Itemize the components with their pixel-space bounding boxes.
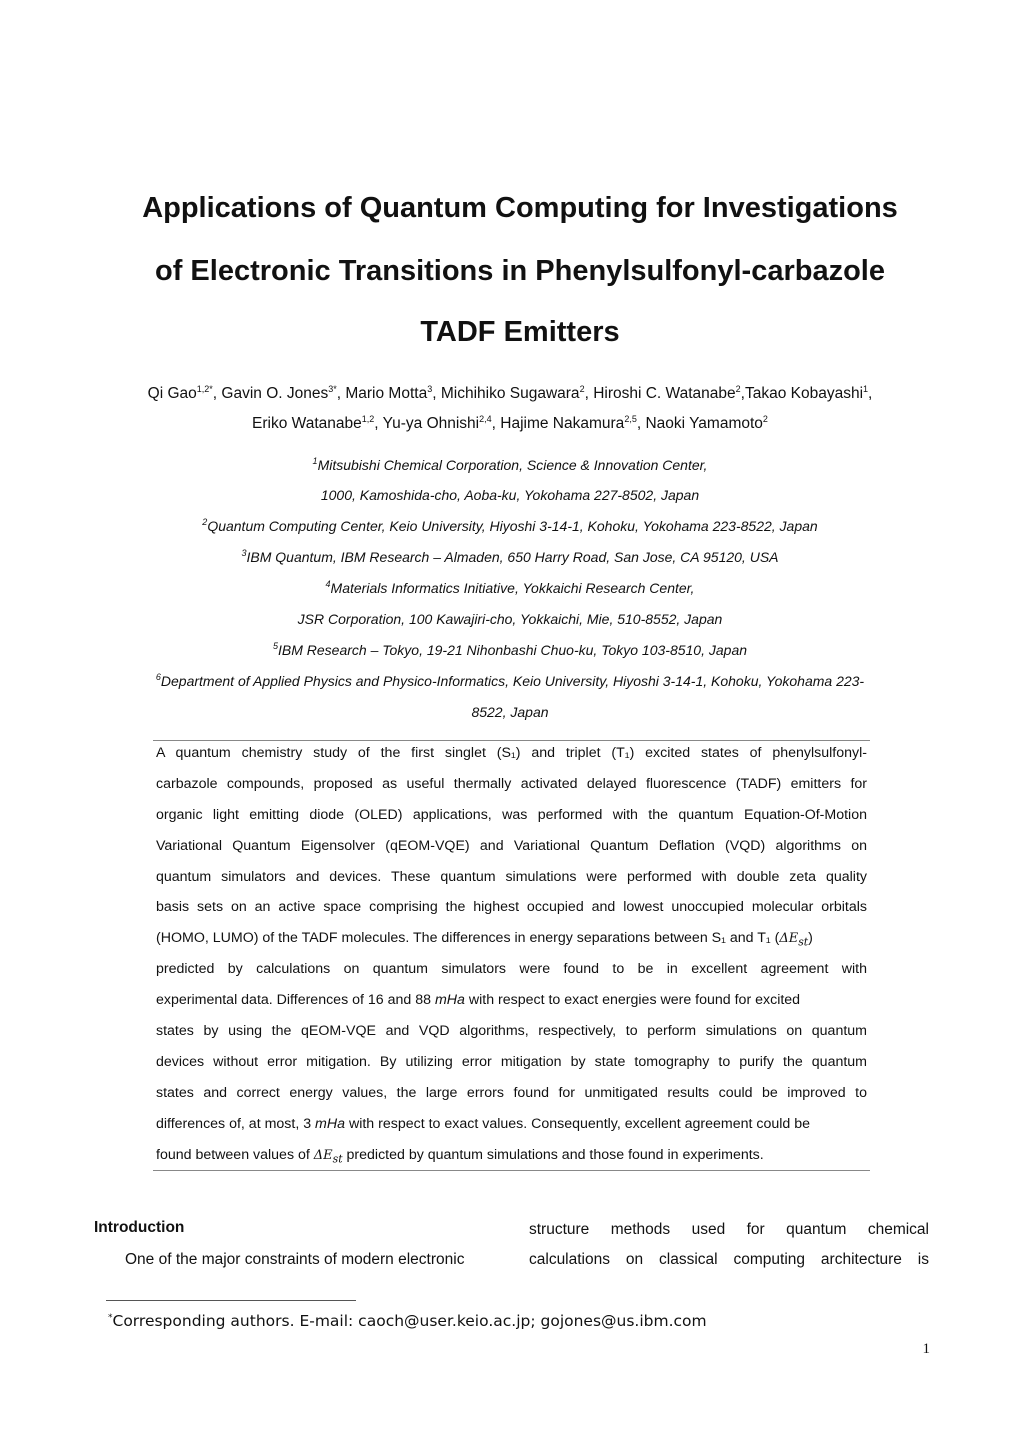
abstract-line: organic light emitting diode (OLED) applications, was performed with the quantum Equation-Of-Motion: [156, 807, 867, 823]
delta-e-st-symbol: [313, 1148, 343, 1166]
abstract-text: predicted by quantum simulations and those found in experiments.: [342, 1147, 764, 1163]
author-name: Gavin O. Jones: [221, 385, 329, 402]
author-affiliation-mark: 3*: [328, 384, 337, 394]
affiliation-mark: 4: [325, 579, 331, 589]
author-affiliation-mark: 3: [427, 384, 433, 394]
author-list-line-1: Qi Gao$^{1,2*}$, Gavin O. Jones$^{3*}$, Mario Motta$^3$, Michihiko Sugawara$^2$, Hiroshi C. Watanabe$^2$,Takao Kobayashi$^1$,: [147, 384, 873, 402]
author-name: Hajime Nakamura: [500, 415, 625, 432]
math-subscript: st: [798, 935, 809, 949]
affiliation-text: IBM Quantum, IBM Research – Almaden, 650 Harry Road, San Jose, CA 95120, USA: [246, 549, 779, 565]
abstract-line: devices without error mitigation. By utilizing error mitigation by state tomography to purify the quantum: [156, 1054, 867, 1070]
affiliation-mark: 6: [155, 672, 161, 682]
abstract-text: found between values of: [156, 1147, 314, 1163]
author-name: Hiroshi C. Watanabe: [593, 385, 736, 402]
delta-e-st-symbol: [779, 931, 809, 949]
abstract-line: [156, 1148, 867, 1165]
math-symbol: ΔE: [779, 931, 799, 946]
author-affiliation-mark: 2: [735, 384, 741, 394]
author-affiliation-mark: 1,2*: [196, 384, 213, 394]
footnote-mark: *: [108, 1313, 113, 1323]
affiliation-text: 8522, Japan: [471, 704, 549, 720]
abstract-text: ): [808, 930, 813, 946]
intro-right-column-line: structure methods used for quantum chemical: [529, 1221, 929, 1238]
abstract-line: A quantum chemistry study of the first singlet (S₁) and triplet (T₁) excited states of phenylsulfonyl-: [156, 745, 867, 761]
affiliation-line: [40, 674, 980, 688]
affiliation-line: [40, 643, 980, 657]
paper-title-line-1: Applications of Quantum Computing for Investigations: [142, 192, 898, 224]
abstract-line: carbazole compounds, proposed as useful thermally activated delayed fluorescence (TADF) emitters for: [156, 776, 867, 792]
abstract-line: states by using the qEOM-VQE and VQD algorithms, respectively, to perform simulations on quantum: [156, 1023, 867, 1039]
affiliation-line: [40, 612, 980, 626]
abstract-top-rule: [153, 740, 870, 741]
author-name: Naoki Yamamoto: [645, 415, 763, 432]
abstract-line: [156, 1117, 867, 1131]
math-symbol: ΔE: [313, 1148, 333, 1163]
abstract-line: Variational Quantum Eigensolver (qEOM-VQE) and Variational Quantum Deflation (VQD) algorithms on: [156, 838, 867, 854]
unit-mha: mHa: [434, 992, 465, 1008]
abstract-line: predicted by calculations on quantum simulators were found to be in excellent agreement with: [156, 961, 867, 977]
affiliation-mark: 2: [202, 517, 208, 527]
affiliation-text: 1000, Kamoshida-cho, Aoba-ku, Yokohama 227-8502, Japan: [320, 487, 700, 503]
footnote: [108, 1314, 707, 1330]
unit-mha: mHa: [315, 1116, 346, 1132]
abstract-line: basis sets on an active space comprising the highest occupied and lowest unoccupied molecular orbitals: [156, 899, 867, 915]
affiliation-text: Department of Applied Physics and Physico-Informatics, Keio University, Hiyoshi 3-14-1, Kohoku, Yokohama 223-: [160, 673, 865, 689]
affiliation-line: [40, 581, 980, 595]
affiliation-text: IBM Research – Tokyo, 19-21 Nihonbashi Chuo-ku, Tokyo 103-8510, Japan: [277, 642, 748, 658]
intro-left-column-line: One of the major constraints of modern electronic: [125, 1251, 465, 1268]
affiliation-mark: 1: [312, 456, 318, 466]
author-name: Takao Kobayashi: [744, 385, 864, 402]
abstract-line: states and correct energy values, the large errors found for unmitigated results could be improved to: [156, 1085, 867, 1101]
author-affiliation-mark: 2,5: [624, 414, 637, 424]
section-heading-introduction: Introduction: [94, 1219, 185, 1236]
affiliation-line: [40, 519, 980, 533]
affiliation-text: JSR Corporation, 100 Kawajiri-cho, Yokkaichi, Mie, 510-8552, Japan: [297, 611, 723, 627]
abstract-text: with respect to exact values. Consequently, excellent agreement could be: [345, 1116, 811, 1132]
affiliation-mark: 3: [241, 548, 247, 558]
intro-right-column-line: calculations on classical computing architecture is: [529, 1251, 929, 1268]
author-affiliation-mark: 2: [579, 384, 585, 394]
author-affiliation-mark: 2: [762, 414, 768, 424]
footnote-rule: [106, 1300, 356, 1301]
author-name: Yu-ya Ohnishi: [382, 415, 480, 432]
affiliation-text: Materials Informatics Initiative, Yokkaichi Research Center,: [330, 580, 695, 596]
author-name: Michihiko Sugawara: [440, 385, 580, 402]
author-affiliation-mark: 1: [863, 384, 869, 394]
affiliation-line: [40, 488, 980, 502]
author-name: Qi Gao: [147, 385, 197, 402]
author-name: Eriko Watanabe: [252, 415, 362, 432]
author-name: Mario Motta: [345, 385, 428, 402]
author-affiliation-mark: 2,4: [479, 414, 492, 424]
affiliation-line: [40, 458, 980, 472]
affiliation-text: Quantum Computing Center, Keio University, Hiyoshi 3-14-1, Kohoku, Yokohama 223-8522, Japan: [207, 518, 818, 534]
abstract-text: differences of, at most, 3: [156, 1116, 316, 1132]
abstract-line: quantum simulators and devices. These quantum simulations were performed with double zeta quality: [156, 869, 867, 885]
paper-title-line-2: of Electronic Transitions in Phenylsulfonyl-carbazole: [155, 255, 885, 287]
abstract-text: with respect to exact energies were found for excited: [464, 992, 801, 1008]
abstract-bottom-rule: [153, 1170, 870, 1171]
author-list-line-2: Eriko Watanabe$^{1,2}$, Yu-ya Ohnishi$^{2,4}$, Hajime Nakamura$^{2,5}$, Naoki Yamamoto$^2$: [252, 414, 768, 432]
abstract-line: [156, 993, 867, 1007]
abstract-line: [156, 931, 867, 948]
page-number: 1: [922, 1341, 930, 1357]
abstract-text: experimental data. Differences of 16 and 88: [156, 992, 435, 1008]
affiliation-line: [40, 705, 980, 719]
affiliation-text: Mitsubishi Chemical Corporation, Science & Innovation Center,: [317, 457, 708, 473]
footnote-text: Corresponding authors. E-mail: caoch@user.keio.ac.jp; gojones@us.ibm.com: [112, 1312, 707, 1330]
abstract-text: (HOMO, LUMO) of the TADF molecules. The differences in energy separations between S₁ and T₁ (: [156, 930, 780, 946]
math-subscript: st: [332, 1152, 343, 1166]
paper-title-line-3: TADF Emitters: [420, 316, 620, 348]
author-affiliation-mark: 1,2: [361, 414, 375, 424]
affiliation-line: [40, 550, 980, 564]
affiliation-mark: 5: [272, 641, 278, 651]
